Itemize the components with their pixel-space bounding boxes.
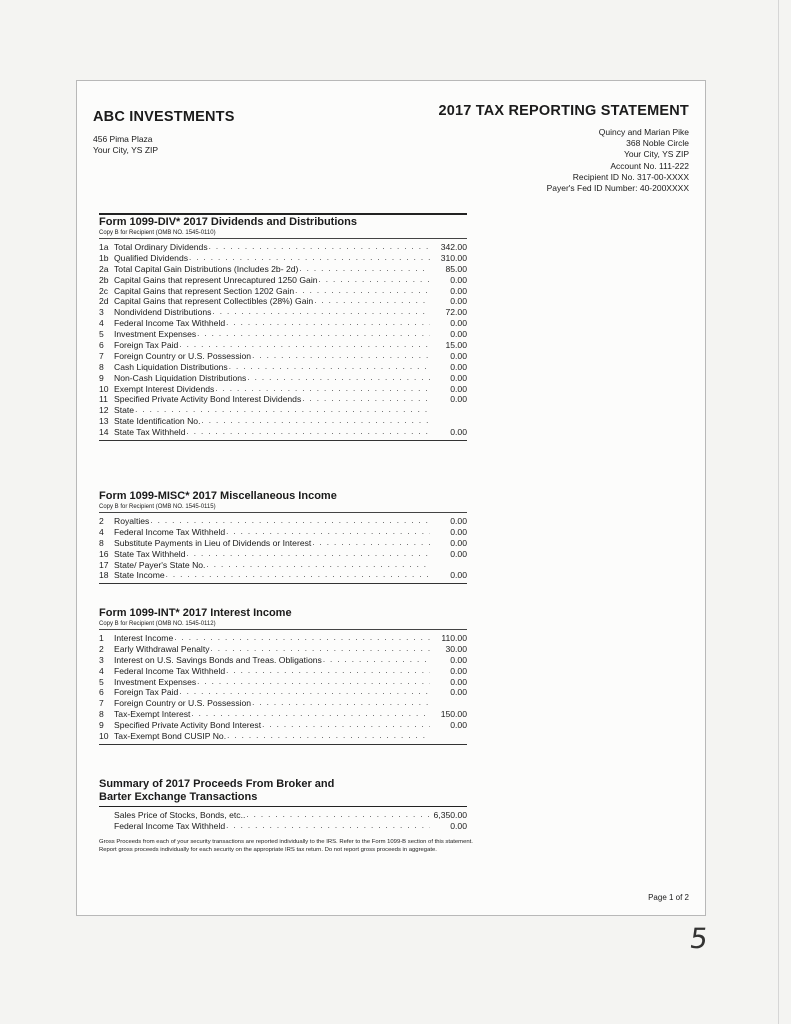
line-item-row: [99, 810, 467, 821]
leader-dots: [247, 373, 430, 384]
line-number: 1b: [99, 252, 109, 263]
line-value: 0.00: [450, 394, 467, 405]
line-label: Federal Income Tax Withheld: [114, 665, 226, 676]
line-number: 10: [99, 383, 109, 394]
line-number: 6: [99, 687, 104, 698]
line-number: 1: [99, 632, 104, 643]
line-item-row: [99, 549, 467, 560]
line-item-row: [99, 655, 467, 666]
section-title: Form 1099-MISC* 2017 Miscellaneous Income: [99, 490, 337, 502]
line-number: 12: [99, 405, 109, 416]
line-item-row: [99, 720, 467, 731]
leader-dots: [209, 242, 430, 253]
leader-dots: [187, 427, 431, 438]
line-label: State/ Payer's State No.: [114, 559, 206, 570]
recipient-block: [547, 127, 689, 194]
line-item-row: [99, 340, 467, 351]
line-number: 2: [99, 643, 104, 654]
leader-dots: [312, 538, 430, 549]
line-number: 5: [99, 676, 104, 687]
line-value: 30.00: [445, 643, 467, 654]
line-value: 0.00: [450, 676, 467, 687]
line-number: 14: [99, 427, 109, 438]
line-value: 0.00: [450, 570, 467, 581]
line-label: Nondividend Distributions: [114, 307, 212, 318]
line-value: 0.00: [450, 274, 467, 285]
line-item-row: [99, 538, 467, 549]
line-value: 310.00: [440, 252, 467, 263]
line-label: State Tax Withheld: [114, 427, 186, 438]
line-number: 2b: [99, 274, 109, 285]
line-item-row: [99, 633, 467, 644]
section-rows: [99, 810, 467, 832]
line-value: 0.00: [450, 350, 467, 361]
leader-dots: [211, 644, 430, 655]
line-item-row: [99, 416, 467, 427]
leader-dots: [226, 527, 430, 538]
section-subtitle: Copy B for Recipient (OMB NO. 1545-0115): [99, 503, 467, 513]
section-rows: [99, 242, 467, 438]
line-label: Federal Income Tax Withheld: [114, 318, 226, 329]
line-label: Cash Liquidation Distributions: [114, 361, 228, 372]
recipient-line: Quincy and Marian Pike: [598, 127, 689, 137]
line-value: 15.00: [445, 340, 467, 350]
leader-dots: [262, 720, 430, 731]
line-value: 0.00: [450, 296, 467, 307]
leader-dots: [189, 253, 430, 264]
line-item-row: [99, 373, 467, 384]
line-number: 2a: [99, 263, 109, 274]
company-address-line: 456 Pima Plaza: [93, 134, 153, 144]
company-name: ABC INVESTMENTS: [93, 109, 235, 125]
line-value: 0.00: [450, 427, 467, 438]
leader-dots: [319, 275, 430, 286]
section-end-rule: [99, 440, 467, 441]
leader-dots: [150, 516, 430, 527]
line-number: 5: [99, 329, 104, 340]
leader-dots: [314, 296, 430, 307]
section-rule: [99, 213, 467, 215]
line-label: Non-Cash Liquidation Distributions: [114, 372, 247, 383]
recipient-line: Recipient ID No. 317-00-XXXX: [572, 171, 689, 182]
line-value: 0.00: [450, 548, 467, 559]
line-number: 9: [99, 372, 104, 383]
line-label: Exempt Interest Dividends: [114, 383, 215, 394]
line-label: Investment Expenses: [114, 676, 197, 687]
line-item-row: [99, 351, 467, 362]
line-item-row: [99, 427, 467, 438]
line-value: 0.00: [450, 687, 467, 698]
line-label: Tax-Exempt Interest: [114, 709, 191, 720]
section-title: Summary of 2017 Proceeds From Broker and: [99, 778, 335, 790]
line-label: Total Capital Gain Distributions (Includes 2b- 2d): [114, 263, 299, 274]
leader-dots: [191, 709, 430, 720]
line-value: 0.00: [450, 665, 467, 676]
leader-dots: [215, 384, 430, 395]
line-label: Federal Income Tax Withheld: [114, 526, 226, 537]
line-label: Sales Price of Stocks, Bonds, etc..: [114, 809, 246, 820]
recipient-line: Payer's Fed ID Number: 40-200XXXX: [546, 183, 689, 194]
leader-dots: [212, 307, 430, 318]
leader-dots: [197, 329, 430, 340]
line-number: 3: [99, 307, 104, 318]
line-item-row: [99, 644, 467, 655]
company-address-line: Your City, YS ZIP: [93, 145, 159, 155]
leader-dots: [226, 666, 430, 677]
line-item-row: [99, 242, 467, 253]
line-label: Foreign Tax Paid: [114, 687, 179, 698]
leader-dots: [135, 405, 430, 416]
section-title: Form 1099-DIV* 2017 Dividends and Distributions: [99, 216, 357, 228]
line-number: 7: [99, 698, 104, 709]
line-value: 150.00: [440, 709, 467, 720]
section-subtitle: Copy B for Recipient (OMB NO. 1545-0112): [99, 620, 467, 630]
line-item-row: [99, 709, 467, 720]
line-number: 4: [99, 526, 104, 537]
line-number: 2: [99, 515, 104, 526]
line-item-row: [99, 687, 467, 698]
line-number: 8: [99, 709, 104, 720]
leader-dots: [174, 633, 430, 644]
line-number: 10: [99, 731, 109, 741]
line-label: Foreign Country or U.S. Possession: [114, 698, 252, 709]
line-label: Tax-Exempt Bond CUSIP No.: [114, 731, 227, 741]
line-item-row: [99, 560, 467, 571]
line-label: Substitute Payments in Lieu of Dividends or Interest: [114, 537, 312, 548]
line-label: Interest on U.S. Savings Bonds and Treas. Obligations: [114, 654, 322, 665]
line-label: Capital Gains that represent Unrecaptured 1250 Gain: [114, 274, 318, 285]
section-title-line-2: Barter Exchange Transactions: [99, 791, 258, 803]
line-number: 7: [99, 350, 104, 361]
leader-dots: [246, 810, 430, 821]
line-item-row: [99, 821, 467, 832]
line-number: 1a: [99, 241, 109, 252]
line-number: 4: [99, 318, 104, 329]
line-label: Capital Gains that represent Collectibles (28%) Gain: [114, 296, 314, 307]
footnote-line: Report gross proceeds individually for each security on the appropriate IRS tax return. Do not report gross proceeds in aggregate.: [99, 846, 437, 853]
line-item-row: [99, 384, 467, 395]
recipient-line: Your City, YS ZIP: [623, 149, 689, 160]
line-value: 0.00: [450, 537, 467, 548]
line-number: 17: [99, 559, 109, 570]
line-item-row: [99, 527, 467, 538]
line-item-row: [99, 570, 467, 581]
line-label: Foreign Tax Paid: [114, 340, 179, 350]
company-address: [93, 134, 158, 156]
line-item-row: [99, 296, 467, 307]
line-item-row: [99, 362, 467, 373]
line-value: 110.00: [441, 632, 467, 643]
line-label: State: [114, 405, 135, 416]
line-number: 8: [99, 537, 104, 548]
line-value: 0.00: [450, 515, 467, 526]
line-label: State Tax Withheld: [114, 548, 186, 559]
line-number: 9: [99, 720, 104, 731]
line-value: 0.00: [450, 720, 467, 731]
broker-summary-section: [99, 778, 467, 832]
line-item-row: [99, 666, 467, 677]
line-label: Specified Private Activity Bond Interest: [114, 720, 262, 731]
line-label: State Identification No.: [114, 416, 201, 427]
line-item-row: [99, 286, 467, 297]
page-number: Page 1 of 2: [648, 893, 689, 902]
section-end-rule: [99, 583, 467, 584]
scan-edge-line: [778, 0, 779, 1024]
line-value: 0.00: [450, 372, 467, 383]
proceeds-footnote: [99, 839, 679, 855]
recipient-line: Account No. 111-222: [610, 160, 689, 171]
section-rows: [99, 516, 467, 581]
line-item-row: [99, 731, 467, 742]
leader-dots: [252, 351, 430, 362]
line-item-row: [99, 405, 467, 416]
line-label: Royalties: [114, 515, 150, 526]
line-item-row: [99, 516, 467, 527]
leader-dots: [229, 362, 430, 373]
section-end-rule: [99, 744, 467, 745]
line-number: 2c: [99, 285, 109, 296]
footnote-line: Gross Proceeds from each of your security transactions are reported individually to the IRS. Refer to the Form 1099-B section of this statement.: [99, 839, 473, 845]
line-value: 342.00: [440, 241, 467, 252]
line-number: 13: [99, 416, 109, 427]
line-number: 6: [99, 340, 104, 350]
line-label: Capital Gains that represent Section 1202 Gain: [114, 285, 295, 296]
line-label: Early Withdrawal Penalty: [114, 643, 210, 654]
form-1099-int-section: [99, 606, 467, 745]
line-item-row: [99, 307, 467, 318]
line-value: 72.00: [445, 307, 467, 318]
recipient-line: 368 Noble Circle: [626, 138, 689, 149]
line-item-row: [99, 318, 467, 329]
line-number: 3: [99, 654, 104, 665]
leader-dots: [295, 286, 430, 297]
line-item-row: [99, 677, 467, 688]
line-number: 11: [99, 394, 108, 405]
line-item-row: [99, 275, 467, 286]
line-number: 4: [99, 665, 104, 676]
leader-dots: [226, 821, 430, 832]
line-value: 0.00: [450, 285, 467, 296]
line-label: Qualified Dividends: [114, 252, 189, 263]
line-item-row: [99, 329, 467, 340]
leader-dots: [206, 560, 430, 571]
line-label: Investment Expenses: [114, 329, 197, 340]
line-label: Interest Income: [114, 632, 174, 643]
leader-dots: [302, 394, 430, 405]
line-value: 85.00: [445, 263, 467, 274]
line-label: State Income: [114, 570, 165, 581]
line-value: 0.00: [450, 383, 467, 394]
leader-dots: [201, 416, 430, 427]
leader-dots: [226, 318, 430, 329]
line-label: Total Ordinary Dividends: [114, 241, 208, 252]
form-1099-div-section: [99, 213, 467, 441]
tax-statement-page: [76, 80, 706, 916]
line-label: Specified Private Activity Bond Interest Dividends: [114, 394, 302, 405]
line-number: 8: [99, 361, 104, 372]
line-value: 0.00: [450, 654, 467, 665]
line-item-row: [99, 264, 467, 275]
line-value: 6,350.00: [433, 809, 467, 820]
section-title: Form 1099-INT* 2017 Interest Income: [99, 607, 292, 619]
line-number: 2d: [99, 296, 109, 307]
line-item-row: [99, 698, 467, 709]
line-label: Foreign Country or U.S. Possession: [114, 350, 252, 361]
leader-dots: [187, 549, 431, 560]
form-1099-misc-section: [99, 489, 467, 584]
line-value: 0.00: [450, 361, 467, 372]
line-label: Federal Income Tax Withheld: [114, 820, 226, 831]
line-item-row: [99, 253, 467, 264]
section-rule: [99, 806, 467, 807]
line-value: 0.00: [450, 526, 467, 537]
line-item-row: [99, 394, 467, 405]
leader-dots: [179, 687, 430, 698]
leader-dots: [299, 264, 430, 275]
leader-dots: [166, 570, 430, 581]
line-value: 0.00: [450, 329, 467, 340]
leader-dots: [227, 731, 430, 742]
leader-dots: [179, 340, 430, 351]
line-number: 16: [99, 548, 109, 559]
line-value: 0.00: [450, 820, 467, 831]
line-number: 18: [99, 570, 109, 581]
leader-dots: [323, 655, 430, 666]
line-value: 0.00: [450, 318, 467, 329]
handwritten-page-mark: 5: [687, 922, 711, 955]
section-subtitle: Copy B for Recipient (OMB NO. 1545-0110): [99, 229, 467, 239]
leader-dots: [252, 698, 430, 709]
statement-title: 2017 TAX REPORTING STATEMENT: [438, 103, 689, 119]
leader-dots: [197, 677, 430, 688]
section-rows: [99, 633, 467, 742]
